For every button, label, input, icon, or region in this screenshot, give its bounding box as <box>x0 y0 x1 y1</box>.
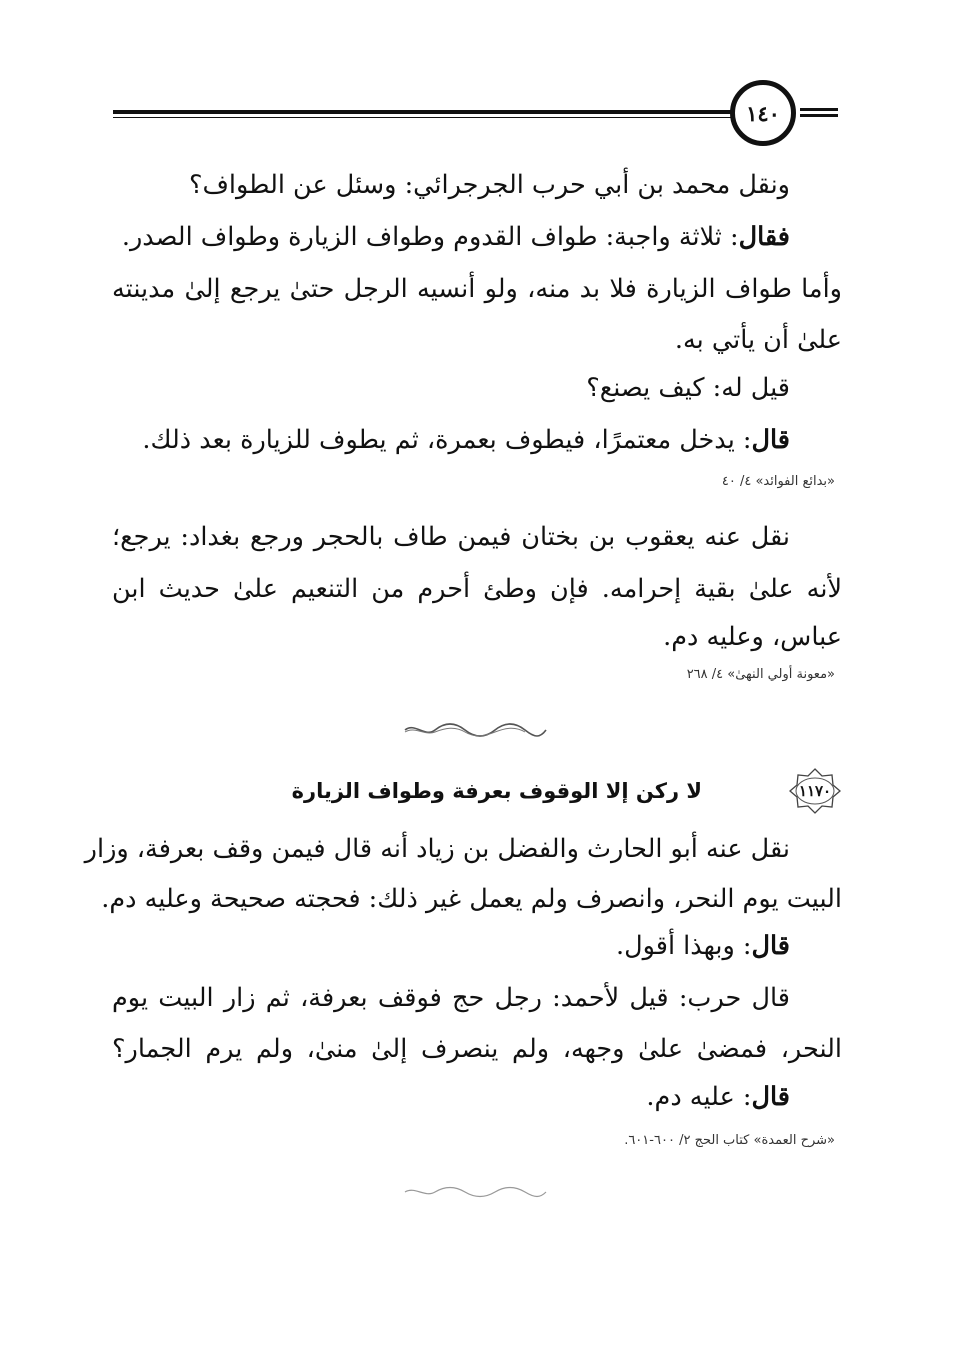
paragraph-line <box>112 414 842 466</box>
paragraph-line: النحر، فمضىٰ علىٰ وجهه، ولم ينصرف إلىٰ منىٰ، ولم يرم الجمار؟ <box>112 1034 842 1064</box>
paragraph-line: البيت يوم النحر، وانصرف ولم يعمل غير ذلك: فحجته صحيحة وعليه دم. <box>101 884 842 914</box>
paragraph-line <box>112 211 842 263</box>
paragraph-line: ونقل محمد بن أبي حرب الجرجرائي: وسئل عن الطواف؟ <box>188 170 790 200</box>
line-text: : وبهذا أقول. <box>615 931 752 961</box>
paragraph-line: قال حرب: قيل لأحمد: رجل حج فوقف بعرفة، ثم زار البيت يوم <box>112 983 790 1013</box>
paragraph-line: نقل عنه أبو الحارث والفضل بن زياد أنه قال فيمن وقف بعرفة، وزار <box>84 834 790 864</box>
speaker-label: قال <box>751 425 790 455</box>
paragraph-line <box>112 1071 842 1123</box>
line-text: : يدخل معتمرًا، فيطوف بعمرة، ثم يطوف للزيارة بعد ذلك. <box>142 425 752 455</box>
ornament-divider <box>400 1182 550 1200</box>
paragraph-line <box>112 920 842 972</box>
source-reference: «معونة أولي النهىٰ» ٤/ ٢٦٨ <box>686 667 835 682</box>
speaker-label: فقال <box>738 222 790 252</box>
ornament-divider <box>400 721 550 739</box>
page-number-badge <box>730 80 796 146</box>
paragraph-line: علىٰ أن يأتي به. <box>674 325 842 355</box>
paragraph-line: وأما طواف الزيارة فلا بد منه، ولو أنسيه الرجل حتىٰ يرجع إلىٰ مدينته <box>112 274 842 304</box>
source-reference: «بدائع الفوائد» ٤/ ٤٠ <box>721 474 835 489</box>
chapter-title: لا ركن إلا الوقوف بعرفة وطواف الزيارة <box>291 779 702 803</box>
paragraph-line: نقل عنه يعقوب بن بختان فيمن طاف بالحجر ورجع بغداد: يرجع؛ <box>112 522 790 552</box>
speaker-label: قال <box>751 1082 790 1112</box>
paragraph-line: لأنه علىٰ بقية إحرامه. فإن وطئ أحرم من التنعيم علىٰ حديث ابن <box>112 574 842 604</box>
header-rule <box>113 110 731 118</box>
source-reference: «شرح العمدة» كتاب الحج ٢/ ٦٠٠-٦٠١. <box>624 1133 835 1148</box>
paragraph-line: عباس، وعليه دم. <box>663 622 842 652</box>
page-number: ١٤٠ <box>746 100 780 126</box>
paragraph-line: قيل له: كيف يصنع؟ <box>586 373 790 403</box>
line-text: : ثلاثة واجبة: طواف القدوم وطواف الزيارة وطواف الصدر. <box>121 222 739 252</box>
line-text: : عليه دم. <box>646 1082 752 1112</box>
chapter-number: ١١٧٠ <box>798 782 832 800</box>
header-rule-end <box>800 108 838 117</box>
speaker-label: قال <box>751 931 790 961</box>
